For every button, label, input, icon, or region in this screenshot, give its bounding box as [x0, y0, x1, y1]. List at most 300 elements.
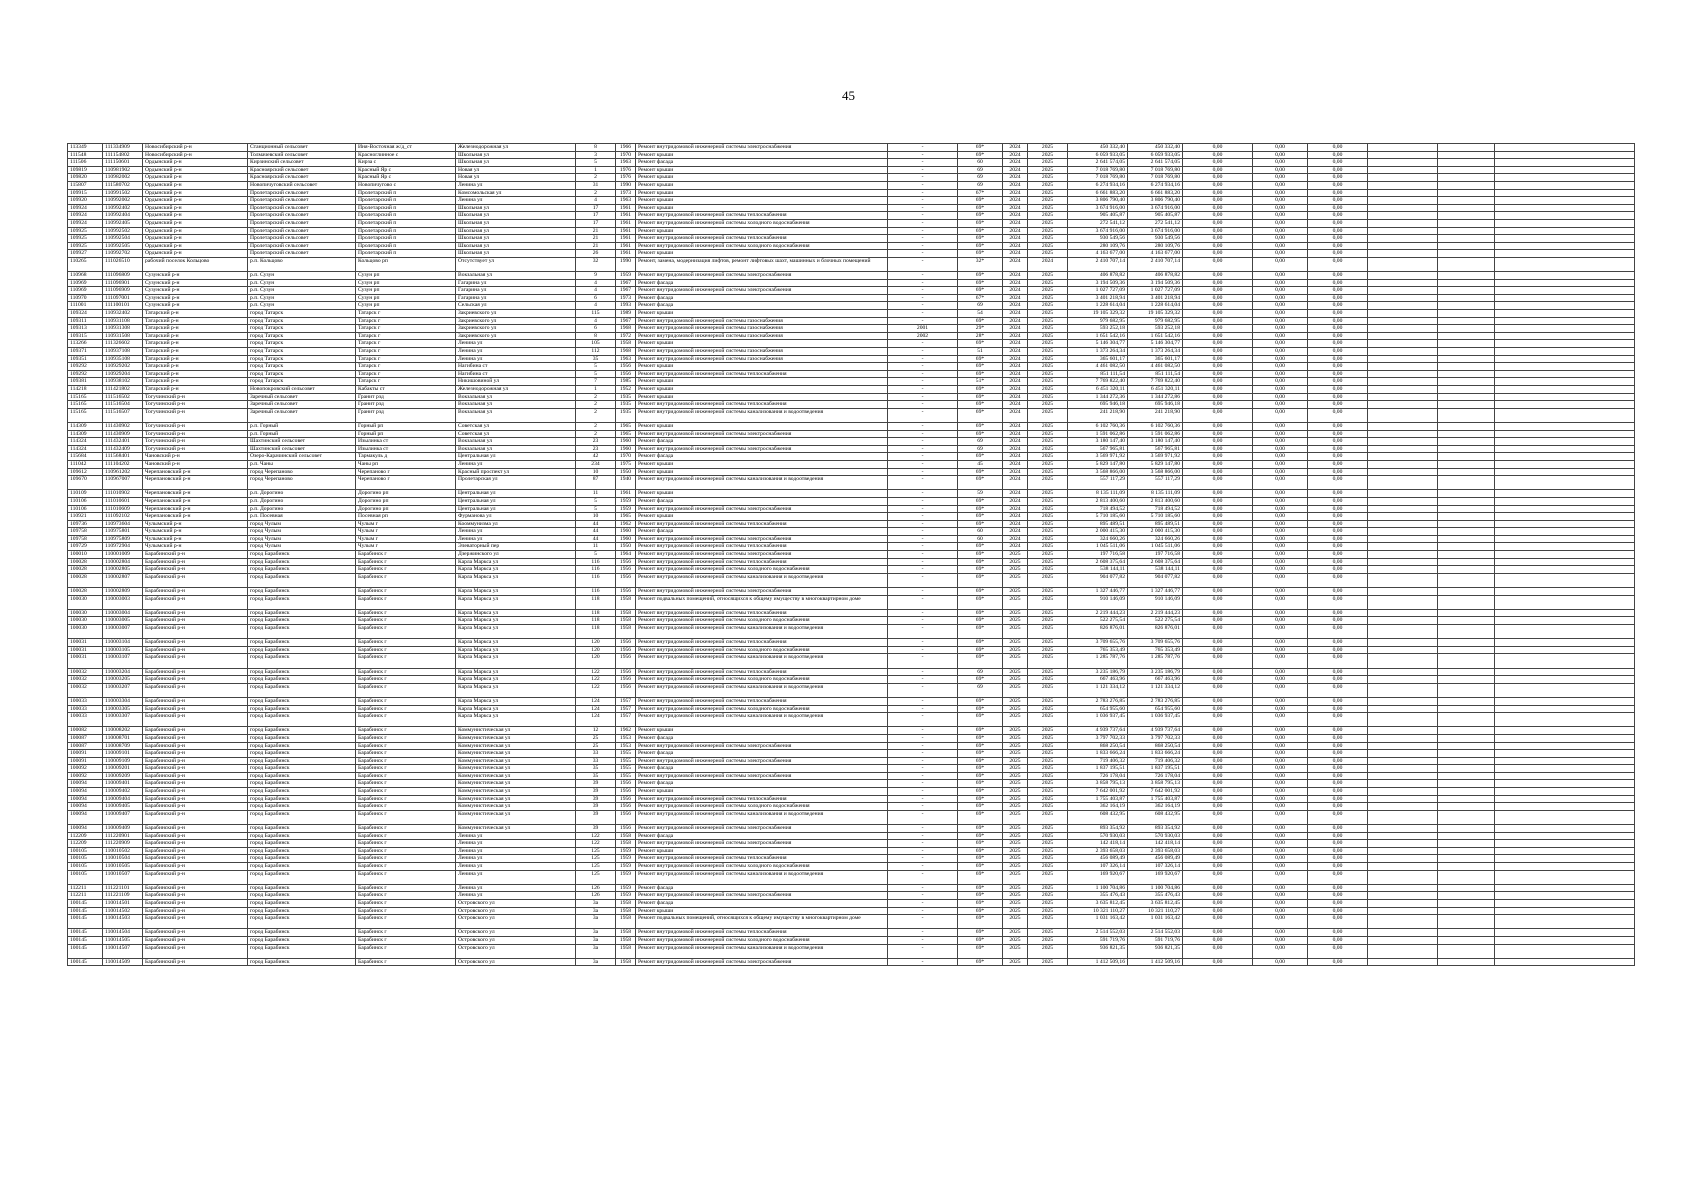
- cell-owners-funds: 0,00: [1308, 227, 1368, 235]
- cell-plan-end-year: 2025: [1028, 476, 1068, 490]
- cell-plan-start-year: 2025: [1003, 929, 1028, 937]
- cell-municipal-district: Барабинский р-н: [143, 697, 248, 705]
- cell-house-number: 118: [576, 625, 616, 639]
- cell-fund-cost: 557 117,29: [1128, 476, 1183, 490]
- cell-settlement: город Барабинск: [248, 750, 356, 758]
- cell-wear-percent: 69*: [958, 513, 1003, 521]
- cell-last-repair-year: -: [888, 907, 958, 915]
- cell-fund-cost: 1 228 614,04: [1128, 302, 1183, 310]
- cell-total-cost: 2 514 552,03: [1068, 929, 1128, 937]
- cell-settlement: город Барабинск: [248, 639, 356, 647]
- cell-total-cost: 718 494,52: [1068, 505, 1128, 513]
- table-row: [68, 166, 1635, 174]
- cell-work-type: Ремонт внутридомовой инженерной системы электроснабжения: [636, 505, 888, 513]
- cell-house-id: 110265: [68, 257, 103, 271]
- cell-fund-cost: 851 111,54: [1128, 370, 1183, 378]
- cell-settlement: Толмачевский сельсовет: [248, 151, 356, 159]
- cell-street: Карла Маркса ул: [456, 676, 576, 684]
- cell-local-budget: 0,00: [1253, 595, 1308, 609]
- cell-owners-funds: 0,00: [1308, 780, 1368, 788]
- cell-total-cost: 8 135 111,09: [1068, 490, 1128, 498]
- cell-fund-cost: 1 327 446,77: [1128, 588, 1183, 596]
- cell-street: Советская ул: [456, 430, 576, 438]
- table-row: [68, 151, 1635, 159]
- cell-plan-start-year: 2024: [1003, 317, 1028, 325]
- table-row: [68, 543, 1635, 551]
- cell-work-type: Ремонт фасада: [636, 294, 888, 302]
- cell-regional-budget: 0,00: [1183, 915, 1253, 929]
- cell-work-type: Ремонт фасада: [636, 734, 888, 742]
- table-row: [68, 430, 1635, 438]
- cell-plan-start-year: 2025: [1003, 750, 1028, 758]
- cell-extra-col-2: [1438, 595, 1495, 609]
- cell-extra-col-3: [1495, 929, 1635, 937]
- cell-last-repair-year: -: [888, 476, 958, 490]
- cell-wear-percent: 69*: [958, 468, 1003, 476]
- cell-total-cost: 4 163 677,00: [1068, 250, 1128, 258]
- cell-work-id: 110014509: [103, 958, 143, 966]
- cell-wear-percent: 69*: [958, 639, 1003, 647]
- cell-wear-percent: 69*: [958, 810, 1003, 824]
- cell-work-id: 110014502: [103, 907, 143, 915]
- cell-last-repair-year: -: [888, 683, 958, 697]
- cell-municipal-district: Чулымский р-н: [143, 535, 248, 543]
- cell-build-year: 1959: [616, 884, 636, 892]
- cell-plan-end-year: 2025: [1028, 588, 1068, 596]
- cell-street: Коммунистическая ул: [456, 780, 576, 788]
- cell-work-id: 110973604: [103, 520, 143, 528]
- cell-build-year: 1968: [616, 325, 636, 333]
- cell-house-number: 4: [576, 287, 616, 295]
- cell-work-type: Ремонт внутридомовой инженерной системы теплоснабжения: [636, 520, 888, 528]
- cell-street: Островского ул: [456, 958, 576, 966]
- cell-work-id: 110009409: [103, 825, 143, 833]
- cell-wear-percent: 51*: [958, 378, 1003, 386]
- cell-municipal-district: Черепановский р-н: [143, 497, 248, 505]
- cell-municipal-district: рабочий поселок Кольцово: [143, 257, 248, 271]
- cell-total-cost: 2 219 444,23: [1068, 609, 1128, 617]
- cell-work-type: Ремонт внутридомовой инженерной системы электроснабжения: [636, 144, 888, 152]
- cell-extra-col-1: [1368, 727, 1438, 735]
- cell-house-id: 114324: [68, 445, 103, 453]
- cell-street: Закриевского ул: [456, 310, 576, 318]
- cell-fund-cost: 904 077,82: [1128, 573, 1183, 587]
- cell-work-type: Ремонт внутридомовой инженерной системы теплоснабжения: [636, 609, 888, 617]
- cell-work-type: Ремонт фасада: [636, 832, 888, 840]
- cell-build-year: 1958: [616, 915, 636, 929]
- cell-wear-percent: 32*: [958, 257, 1003, 271]
- cell-house-id: 112211: [68, 884, 103, 892]
- cell-street: Ленина ул: [456, 340, 576, 348]
- cell-house-number: 39: [576, 780, 616, 788]
- cell-owners-funds: 0,00: [1308, 386, 1368, 394]
- cell-extra-col-2: [1438, 438, 1495, 446]
- cell-work-id: 110003205: [103, 676, 143, 684]
- cell-fund-cost: 591 719,76: [1128, 936, 1183, 944]
- cell-street: Карла Маркса ул: [456, 558, 576, 566]
- cell-extra-col-2: [1438, 310, 1495, 318]
- cell-municipal-district: Чулымский р-н: [143, 520, 248, 528]
- cell-settlement: р.п. Чаны: [248, 460, 356, 468]
- cell-build-year: 1961: [616, 235, 636, 243]
- cell-fund-cost: 7 769 822,40: [1128, 378, 1183, 386]
- cell-extra-col-1: [1368, 558, 1438, 566]
- cell-locality: Тармакуль д: [356, 453, 456, 461]
- table-row: [68, 227, 1635, 235]
- cell-plan-start-year: 2024: [1003, 355, 1028, 363]
- cell-locality: Барабинск г: [356, 551, 456, 559]
- cell-plan-end-year: 2025: [1028, 595, 1068, 609]
- cell-regional-budget: 0,00: [1183, 884, 1253, 892]
- cell-house-id: 115807: [68, 181, 103, 189]
- cell-plan-start-year: 2025: [1003, 788, 1028, 796]
- cell-build-year: 1973: [616, 294, 636, 302]
- cell-owners-funds: 0,00: [1308, 166, 1368, 174]
- cell-extra-col-2: [1438, 757, 1495, 765]
- cell-locality: Чулым г: [356, 520, 456, 528]
- cell-total-cost: 593 252,18: [1068, 325, 1128, 333]
- cell-municipal-district: Барабинский р-н: [143, 713, 248, 727]
- cell-owners-funds: 0,00: [1308, 363, 1368, 371]
- table-row: [68, 370, 1635, 378]
- cell-street: Ленина ул: [456, 528, 576, 536]
- cell-wear-percent: 69*: [958, 676, 1003, 684]
- cell-plan-start-year: 2024: [1003, 497, 1028, 505]
- cell-regional-budget: 0,00: [1183, 401, 1253, 409]
- cell-total-cost: 1 373 264,34: [1068, 348, 1128, 356]
- cell-extra-col-1: [1368, 780, 1438, 788]
- cell-house-number: 3а: [576, 915, 616, 929]
- cell-regional-budget: 0,00: [1183, 543, 1253, 551]
- cell-house-id: 109371: [68, 348, 103, 356]
- cell-work-type: Ремонт подвальных помещений, относящихся к общему имуществу в многоквартирном доме: [636, 595, 888, 609]
- cell-total-cost: 591 719,76: [1068, 936, 1128, 944]
- cell-work-id: 111096901: [103, 279, 143, 287]
- cell-municipal-district: Барабинский р-н: [143, 803, 248, 811]
- cell-settlement: Новопокровский сельсовет: [248, 386, 356, 394]
- cell-settlement: город Барабинск: [248, 884, 356, 892]
- cell-regional-budget: 0,00: [1183, 683, 1253, 697]
- cell-municipal-district: Черепановский р-н: [143, 490, 248, 498]
- cell-fund-cost: 4 163 677,00: [1128, 250, 1183, 258]
- cell-regional-budget: 0,00: [1183, 595, 1253, 609]
- cell-wear-percent: 69*: [958, 795, 1003, 803]
- cell-locality: Барабинск г: [356, 573, 456, 587]
- cell-locality: Барабинск г: [356, 705, 456, 713]
- cell-extra-col-2: [1438, 884, 1495, 892]
- cell-municipal-district: Тогучинский р-н: [143, 401, 248, 409]
- cell-last-repair-year: -: [888, 855, 958, 863]
- cell-settlement: Заречный сельсовет: [248, 393, 356, 401]
- cell-last-repair-year: -: [888, 840, 958, 848]
- cell-wear-percent: 67*: [958, 189, 1003, 197]
- cell-build-year: 1959: [616, 505, 636, 513]
- cell-owners-funds: 0,00: [1308, 958, 1368, 966]
- cell-last-repair-year: -: [888, 453, 958, 461]
- cell-locality: Сузун рп: [356, 287, 456, 295]
- cell-locality: Изылинка ст: [356, 438, 456, 446]
- cell-plan-end-year: 2025: [1028, 780, 1068, 788]
- cell-locality: Гранит рзд: [356, 393, 456, 401]
- cell-total-cost: 893 354,92: [1068, 825, 1128, 833]
- cell-owners-funds: 0,00: [1308, 788, 1368, 796]
- cell-locality: Барабинск г: [356, 803, 456, 811]
- cell-plan-start-year: 2024: [1003, 430, 1028, 438]
- cell-work-type: Ремонт крыши: [636, 363, 888, 371]
- cell-regional-budget: 0,00: [1183, 302, 1253, 310]
- cell-build-year: 1961: [616, 212, 636, 220]
- cell-regional-budget: 0,00: [1183, 287, 1253, 295]
- cell-wear-percent: 69*: [958, 832, 1003, 840]
- cell-locality: Татарск г: [356, 378, 456, 386]
- cell-work-type: Ремонт внутридомовой инженерной системы канализования и водоотведения: [636, 944, 888, 958]
- cell-local-budget: 0,00: [1253, 310, 1308, 318]
- cell-total-cost: 1 031 163,42: [1068, 915, 1128, 929]
- cell-local-budget: 0,00: [1253, 734, 1308, 742]
- cell-house-number: 5: [576, 551, 616, 559]
- cell-fund-cost: 1 027 727,09: [1128, 287, 1183, 295]
- cell-extra-col-1: [1368, 772, 1438, 780]
- cell-extra-col-3: [1495, 490, 1635, 498]
- cell-fund-cost: 3 806 790,40: [1128, 197, 1183, 205]
- cell-extra-col-2: [1438, 212, 1495, 220]
- cell-build-year: 1993: [616, 302, 636, 310]
- cell-locality: Черепаново г: [356, 468, 456, 476]
- cell-street: Ленина ул: [456, 855, 576, 863]
- cell-owners-funds: 0,00: [1308, 144, 1368, 152]
- cell-total-cost: 538 144,11: [1068, 566, 1128, 574]
- cell-total-cost: 1 591 062,86: [1068, 430, 1128, 438]
- cell-regional-budget: 0,00: [1183, 453, 1253, 461]
- cell-total-cost: 456 089,49: [1068, 855, 1128, 863]
- cell-local-budget: 0,00: [1253, 287, 1308, 295]
- cell-total-cost: 608 432,95: [1068, 810, 1128, 824]
- cell-house-id: 112211: [68, 892, 103, 900]
- cell-extra-col-1: [1368, 159, 1438, 167]
- cell-total-cost: 3 797 702,33: [1068, 734, 1128, 742]
- cell-extra-col-3: [1495, 422, 1635, 430]
- cell-extra-col-2: [1438, 863, 1495, 871]
- cell-work-id: 110009405: [103, 803, 143, 811]
- cell-settlement: Новопичуговский сельсовет: [248, 181, 356, 189]
- cell-build-year: 1958: [616, 958, 636, 966]
- cell-extra-col-1: [1368, 803, 1438, 811]
- cell-house-id: 100031: [68, 646, 103, 654]
- cell-extra-col-1: [1368, 765, 1438, 773]
- table-row: [68, 408, 1635, 422]
- cell-wear-percent: 51: [958, 348, 1003, 356]
- cell-total-cost: 1 344 272,36: [1068, 393, 1128, 401]
- cell-work-type: Ремонт внутридомовой инженерной системы электроснабжения: [636, 535, 888, 543]
- cell-work-id: 110992505: [103, 242, 143, 250]
- cell-extra-col-3: [1495, 445, 1635, 453]
- cell-local-budget: 0,00: [1253, 438, 1308, 446]
- cell-regional-budget: 0,00: [1183, 370, 1253, 378]
- cell-local-budget: 0,00: [1253, 490, 1308, 498]
- cell-municipal-district: Барабинский р-н: [143, 757, 248, 765]
- cell-street: Карла Маркса ул: [456, 646, 576, 654]
- cell-extra-col-2: [1438, 803, 1495, 811]
- cell-extra-col-1: [1368, 317, 1438, 325]
- cell-extra-col-1: [1368, 505, 1438, 513]
- cell-work-id: 110992002: [103, 197, 143, 205]
- cell-municipal-district: Чановский р-н: [143, 460, 248, 468]
- cell-local-budget: 0,00: [1253, 348, 1308, 356]
- cell-extra-col-1: [1368, 795, 1438, 803]
- cell-work-id: 110010502: [103, 847, 143, 855]
- cell-house-id: 109924: [68, 219, 103, 227]
- cell-build-year: 1975: [616, 460, 636, 468]
- cell-plan-start-year: 2025: [1003, 907, 1028, 915]
- cell-work-id: 111096909: [103, 287, 143, 295]
- cell-settlement: город Барабинск: [248, 803, 356, 811]
- cell-extra-col-1: [1368, 840, 1438, 848]
- cell-wear-percent: 69*: [958, 558, 1003, 566]
- cell-extra-col-1: [1368, 825, 1438, 833]
- cell-municipal-district: Барабинский р-н: [143, 705, 248, 713]
- cell-house-id: 100033: [68, 697, 103, 705]
- cell-work-type: Ремонт внутридомовой инженерной системы канализования и водоотведения: [636, 870, 888, 884]
- cell-fund-cost: 1 412 509,16: [1128, 958, 1183, 966]
- cell-street: Красный проспект ул: [456, 468, 576, 476]
- cell-house-number: 21: [576, 242, 616, 250]
- cell-plan-end-year: 2025: [1028, 355, 1068, 363]
- cell-municipal-district: Барабинский р-н: [143, 840, 248, 848]
- cell-local-budget: 0,00: [1253, 476, 1308, 490]
- cell-house-id: 109920: [68, 197, 103, 205]
- cell-municipal-district: Ордынский р-н: [143, 242, 248, 250]
- cell-house-number: 87: [576, 476, 616, 490]
- cell-plan-end-year: 2025: [1028, 370, 1068, 378]
- cell-local-budget: 0,00: [1253, 408, 1308, 422]
- cell-house-id: 100031: [68, 639, 103, 647]
- cell-extra-col-1: [1368, 370, 1438, 378]
- cell-plan-end-year: 2025: [1028, 810, 1068, 824]
- cell-locality: Барабинск г: [356, 713, 456, 727]
- cell-house-number: 2: [576, 422, 616, 430]
- cell-local-budget: 0,00: [1253, 520, 1308, 528]
- cell-wear-percent: 69*: [958, 401, 1003, 409]
- cell-work-type: Ремонт внутридомовой инженерной системы теплоснабжения: [636, 668, 888, 676]
- cell-local-budget: 0,00: [1253, 780, 1308, 788]
- cell-extra-col-2: [1438, 159, 1495, 167]
- cell-house-number: 25: [576, 734, 616, 742]
- cell-fund-cost: 593 252,18: [1128, 325, 1183, 333]
- cell-total-cost: 2 000 415,30: [1068, 528, 1128, 536]
- cell-locality: Барабинск г: [356, 958, 456, 966]
- cell-house-number: 5: [576, 159, 616, 167]
- cell-extra-col-2: [1438, 847, 1495, 855]
- cell-plan-start-year: 2024: [1003, 212, 1028, 220]
- cell-local-budget: 0,00: [1253, 272, 1308, 280]
- table-row: [68, 668, 1635, 676]
- cell-extra-col-2: [1438, 566, 1495, 574]
- cell-work-type: Ремонт внутридомовой инженерной системы электроснабжения: [636, 757, 888, 765]
- cell-regional-budget: 0,00: [1183, 378, 1253, 386]
- cell-build-year: 1959: [616, 497, 636, 505]
- cell-house-id: 111506: [68, 159, 103, 167]
- cell-extra-col-1: [1368, 279, 1438, 287]
- cell-fund-cost: 910 146,09: [1128, 595, 1183, 609]
- cell-build-year: 1959: [616, 863, 636, 871]
- cell-work-id: 110992404: [103, 212, 143, 220]
- cell-last-repair-year: -: [888, 727, 958, 735]
- cell-settlement: город Барабинск: [248, 551, 356, 559]
- cell-house-number: 2: [576, 430, 616, 438]
- cell-locality: Барабинск г: [356, 884, 456, 892]
- cell-total-cost: 1 228 614,04: [1068, 302, 1128, 310]
- cell-owners-funds: 0,00: [1308, 892, 1368, 900]
- cell-work-id: 110009209: [103, 772, 143, 780]
- cell-work-id: 110009109: [103, 757, 143, 765]
- cell-regional-budget: 0,00: [1183, 832, 1253, 840]
- cell-fund-cost: 3 401 218,94: [1128, 294, 1183, 302]
- cell-municipal-district: Татарский р-н: [143, 317, 248, 325]
- cell-plan-end-year: 2025: [1028, 625, 1068, 639]
- cell-total-cost: 2 813 400,60: [1068, 497, 1128, 505]
- cell-work-type: Ремонт внутридомовой инженерной системы холодного водоснабжения: [636, 566, 888, 574]
- cell-settlement: город Барабинск: [248, 757, 356, 765]
- table-row: [68, 490, 1635, 498]
- cell-locality: Барабинск г: [356, 595, 456, 609]
- cell-build-year: 1958: [616, 899, 636, 907]
- cell-settlement: Пролетарский сельсовет: [248, 189, 356, 197]
- cell-settlement: город Татарск: [248, 363, 356, 371]
- cell-work-type: Ремонт внутридомовой инженерной системы электроснабжения: [636, 840, 888, 848]
- cell-work-id: 110003305: [103, 705, 143, 713]
- cell-street: Коммунистическая ул: [456, 742, 576, 750]
- cell-work-id: 110002805: [103, 566, 143, 574]
- cell-fund-cost: 197 716,58: [1128, 551, 1183, 559]
- cell-fund-cost: 1 591 062,86: [1128, 430, 1183, 438]
- table-row: [68, 294, 1635, 302]
- cell-extra-col-1: [1368, 609, 1438, 617]
- cell-settlement: Пролетарский сельсовет: [248, 197, 356, 205]
- cell-extra-col-2: [1438, 174, 1495, 182]
- cell-locality: Татарск г: [356, 370, 456, 378]
- cell-fund-cost: 324 660,26: [1128, 535, 1183, 543]
- table-row: [68, 363, 1635, 371]
- cell-build-year: 1956: [616, 654, 636, 668]
- cell-plan-end-year: 2025: [1028, 535, 1068, 543]
- cell-regional-budget: 0,00: [1183, 892, 1253, 900]
- cell-extra-col-1: [1368, 219, 1438, 227]
- cell-locality: Чаны рп: [356, 460, 456, 468]
- cell-locality: Дорогино рп: [356, 490, 456, 498]
- cell-extra-col-1: [1368, 363, 1438, 371]
- cell-total-cost: 3 235 186,79: [1068, 668, 1128, 676]
- cell-fund-cost: 2 410 707,14: [1128, 257, 1183, 271]
- cell-locality: Татарск г: [356, 340, 456, 348]
- cell-municipal-district: Ордынский р-н: [143, 159, 248, 167]
- cell-settlement: город Барабинск: [248, 742, 356, 750]
- cell-wear-percent: 69: [958, 438, 1003, 446]
- cell-house-number: 26: [576, 250, 616, 258]
- cell-plan-end-year: 2025: [1028, 166, 1068, 174]
- table-row: [68, 513, 1635, 521]
- cell-settlement: город Барабинск: [248, 588, 356, 596]
- cell-local-budget: 0,00: [1253, 340, 1308, 348]
- cell-work-type: Ремонт внутридомовой инженерной системы теплоснабжения: [636, 370, 888, 378]
- cell-last-repair-year: -: [888, 870, 958, 884]
- cell-settlement: Озеро-Карачинский сельсовет: [248, 453, 356, 461]
- cell-extra-col-3: [1495, 302, 1635, 310]
- cell-locality: Барабинск г: [356, 929, 456, 937]
- cell-build-year: 1961: [616, 250, 636, 258]
- cell-last-repair-year: -: [888, 668, 958, 676]
- cell-extra-col-2: [1438, 476, 1495, 490]
- cell-plan-end-year: 2025: [1028, 393, 1068, 401]
